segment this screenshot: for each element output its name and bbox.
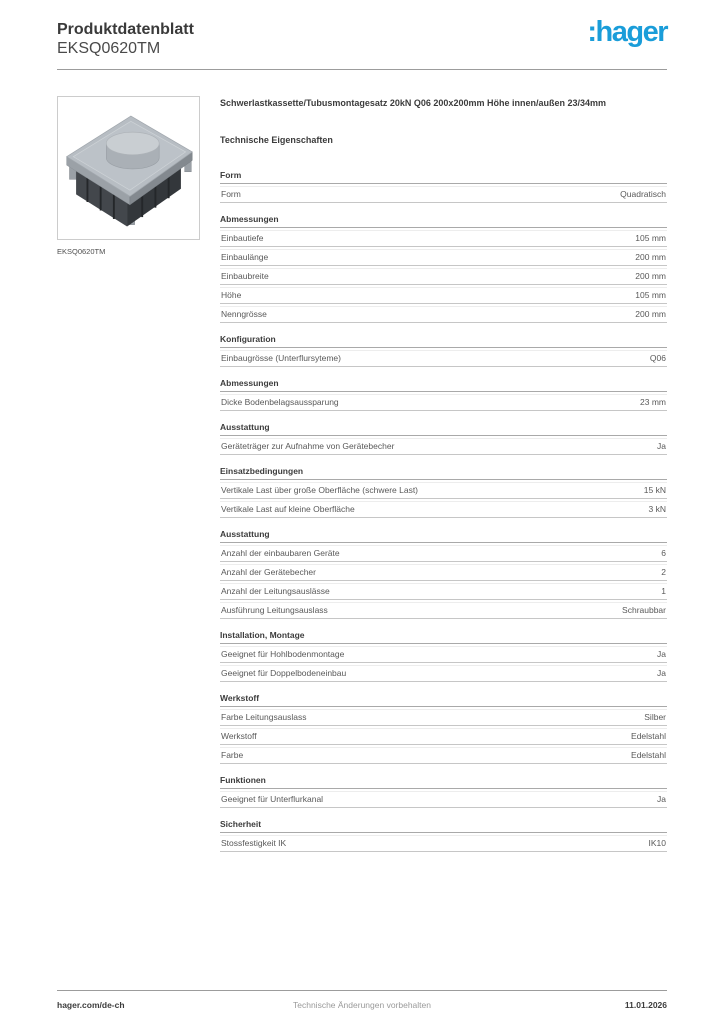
spec-row-label: Einbaubreite bbox=[221, 271, 269, 281]
spec-row bbox=[220, 249, 667, 266]
spec-row-label: Höhe bbox=[221, 290, 242, 300]
spec-row-value: 2 bbox=[661, 567, 666, 577]
spec-row-label: Geräteträger zur Aufnahme von Gerätebecher bbox=[221, 441, 395, 451]
document-type-title: Produktdatenblatt bbox=[57, 21, 194, 38]
spec-row-label: Farbe bbox=[221, 750, 244, 760]
spec-sections bbox=[220, 170, 667, 852]
spec-section bbox=[220, 819, 667, 852]
page-footer bbox=[57, 990, 667, 1010]
product-figure-column bbox=[57, 96, 200, 256]
product-image-caption: EKSQ0620TM bbox=[57, 247, 106, 256]
spec-row bbox=[220, 665, 667, 682]
technical-properties-heading: Technische Eigenschaften bbox=[220, 135, 333, 145]
spec-section-title: Einsatzbedingungen bbox=[220, 466, 667, 480]
footer-date: 11.01.2026 bbox=[624, 1000, 667, 1010]
spec-row bbox=[220, 835, 667, 852]
spec-row bbox=[220, 438, 667, 455]
spec-section bbox=[220, 529, 667, 619]
spec-row-label: Nenngrösse bbox=[221, 309, 267, 319]
spec-row-label: Vertikale Last auf kleine Oberfläche bbox=[221, 504, 355, 514]
spec-row-value: 23 mm bbox=[640, 397, 666, 407]
spec-row-value: Quadratisch bbox=[620, 189, 666, 199]
spec-row bbox=[220, 583, 667, 600]
page-header bbox=[57, 0, 667, 70]
spec-row-label: Einbautiefe bbox=[221, 233, 264, 243]
spec-row-label: Anzahl der Leitungsauslässe bbox=[221, 586, 330, 596]
product-image bbox=[57, 96, 200, 240]
spec-row-label: Dicke Bodenbelagsaussparung bbox=[221, 397, 339, 407]
spec-row bbox=[220, 186, 667, 203]
spec-section bbox=[220, 170, 667, 203]
spec-row bbox=[220, 501, 667, 518]
spec-row-value: 200 mm bbox=[635, 252, 666, 262]
spec-section-title: Abmessungen bbox=[220, 378, 667, 392]
spec-row-value: 1 bbox=[661, 586, 666, 596]
spec-row bbox=[220, 545, 667, 562]
spec-row bbox=[220, 394, 667, 411]
spec-row-label: Vertikale Last über große Oberfläche (schwere Last) bbox=[221, 485, 419, 495]
spec-row bbox=[220, 791, 667, 808]
spec-row bbox=[220, 747, 667, 764]
spec-section-title: Sicherheit bbox=[220, 819, 667, 833]
spec-row-value: Ja bbox=[657, 441, 666, 451]
footer-disclaimer: Technische Änderungen vorbehalten bbox=[293, 1000, 431, 1010]
spec-row bbox=[220, 287, 667, 304]
spec-row-value: Silber bbox=[644, 712, 666, 722]
spec-row-label: Einbaulänge bbox=[221, 252, 269, 262]
spec-section bbox=[220, 422, 667, 455]
spec-section-title: Form bbox=[220, 170, 667, 184]
spec-row-value: 200 mm bbox=[635, 309, 666, 319]
main-content bbox=[57, 96, 667, 863]
spec-row-value: 15 kN bbox=[643, 485, 666, 495]
spec-section-title: Werkstoff bbox=[220, 693, 667, 707]
spec-row-value: 105 mm bbox=[635, 233, 666, 243]
spec-section bbox=[220, 466, 667, 518]
spec-section-title: Konfiguration bbox=[220, 334, 667, 348]
spec-row-value: Edelstahl bbox=[631, 750, 666, 760]
spec-row-value: Ja bbox=[657, 668, 666, 678]
spec-row bbox=[220, 709, 667, 726]
floor-cassette-illustration bbox=[61, 100, 196, 236]
spec-section bbox=[220, 693, 667, 764]
spec-row bbox=[220, 306, 667, 323]
hager-logo: :hager bbox=[587, 16, 667, 48]
spec-row-label: Werkstoff bbox=[221, 731, 257, 741]
spec-row bbox=[220, 268, 667, 285]
spec-row-value: Edelstahl bbox=[631, 731, 666, 741]
spec-row-label: Anzahl der einbaubaren Geräte bbox=[221, 548, 340, 558]
spec-row bbox=[220, 728, 667, 745]
spec-row-label: Anzahl der Gerätebecher bbox=[221, 567, 316, 577]
spec-row bbox=[220, 646, 667, 663]
spec-row bbox=[220, 564, 667, 581]
spec-section-title: Installation, Montage bbox=[220, 630, 667, 644]
spec-row-value: 6 bbox=[661, 548, 666, 558]
spec-section-title: Ausstattung bbox=[220, 529, 667, 543]
spec-row-value: 200 mm bbox=[635, 271, 666, 281]
footer-website-link[interactable]: hager.com/de-ch bbox=[57, 1000, 125, 1010]
spec-section-title: Funktionen bbox=[220, 775, 667, 789]
header-divider bbox=[57, 69, 667, 70]
spec-row-value: Schraubbar bbox=[622, 605, 666, 615]
spec-row-label: Geeignet für Doppelbodeneinbau bbox=[221, 668, 347, 678]
spec-row-value: Q06 bbox=[649, 353, 666, 363]
spec-row-value: Ja bbox=[657, 794, 666, 804]
spec-row-label: Geeignet für Unterflurkanal bbox=[221, 794, 324, 804]
spec-section bbox=[220, 378, 667, 411]
spec-row-label: Form bbox=[221, 189, 241, 199]
spec-section bbox=[220, 214, 667, 323]
spec-row-value: Ja bbox=[657, 649, 666, 659]
spec-row bbox=[220, 482, 667, 499]
spec-section bbox=[220, 630, 667, 682]
spec-row-label: Farbe Leitungsauslass bbox=[221, 712, 307, 722]
spec-row-label: Einbaugrösse (Unterflursyteme) bbox=[221, 353, 341, 363]
specifications-column bbox=[220, 96, 667, 863]
spec-section bbox=[220, 775, 667, 808]
spec-row-value: IK10 bbox=[648, 838, 666, 848]
product-title: Schwerlastkassette/Tubusmontagesatz 20kN Q06 200x200mm Höhe innen/außen 23/34mm bbox=[220, 98, 606, 108]
spec-row-value: 3 kN bbox=[648, 504, 666, 514]
spec-row-label: Geeignet für Hohlbodenmontage bbox=[221, 649, 345, 659]
spec-row bbox=[220, 602, 667, 619]
tube-cap-top bbox=[106, 132, 159, 155]
spec-row-label: Stossfestigkeit IK bbox=[221, 838, 287, 848]
spec-row-value: 105 mm bbox=[635, 290, 666, 300]
header-product-code: EKSQ0620TM bbox=[57, 40, 161, 58]
spec-row-label: Ausführung Leitungsauslass bbox=[221, 605, 328, 615]
spec-row bbox=[220, 350, 667, 367]
spec-section-title: Abmessungen bbox=[220, 214, 667, 228]
spec-section bbox=[220, 334, 667, 367]
spec-section-title: Ausstattung bbox=[220, 422, 667, 436]
spec-row bbox=[220, 230, 667, 247]
